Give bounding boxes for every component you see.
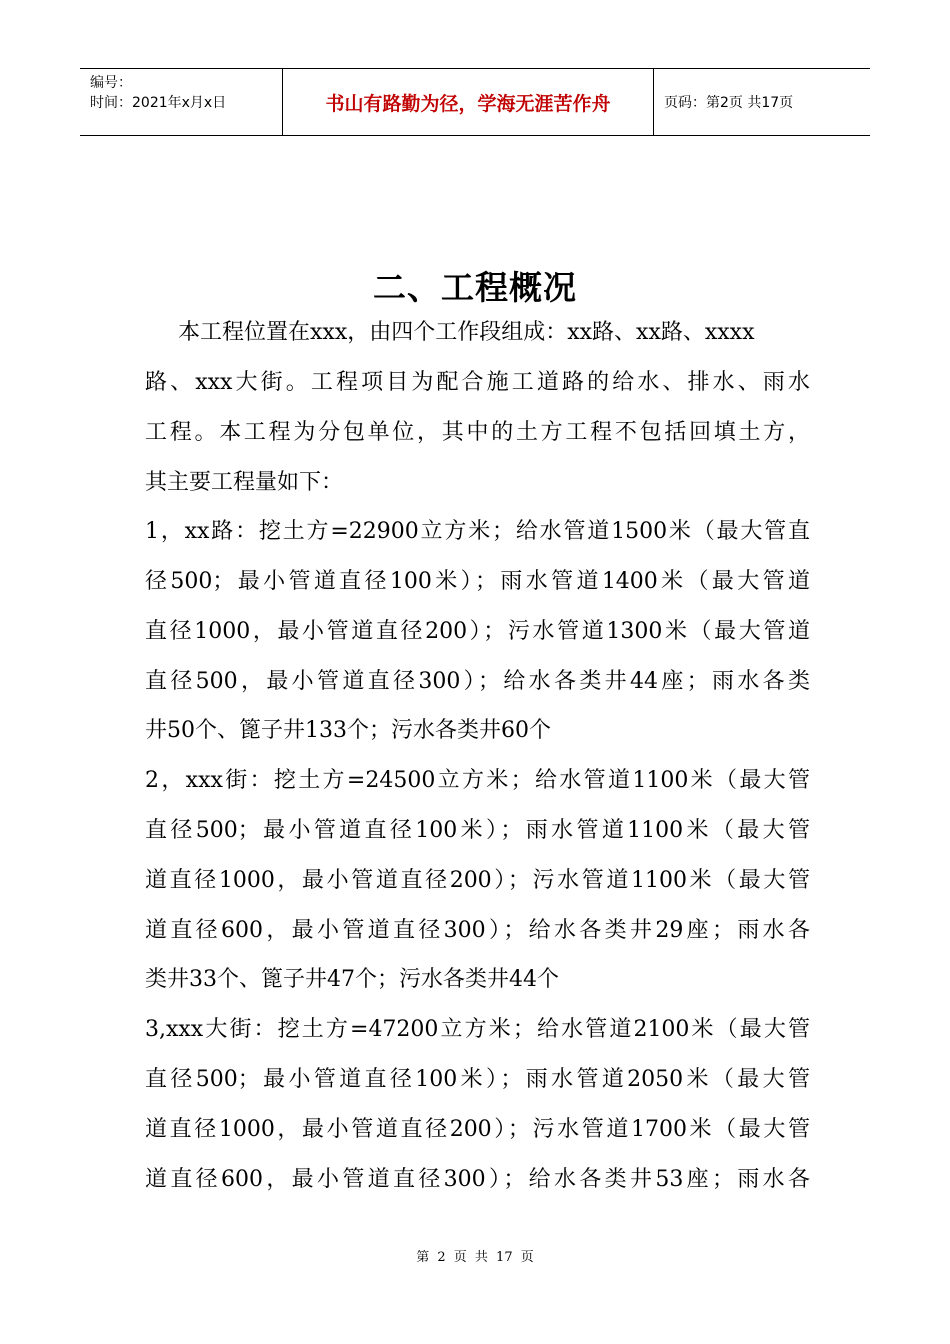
body-line: 3,xxx大街：挖土方=47200立方米；给水管道2100米（最大管	[145, 1017, 810, 1042]
body-line: 井50个、篦子井133个；污水各类井60个	[145, 718, 551, 743]
body-line: 本工程位置在xxx，由四个工作段组成：xx路、xx路、xxxx	[178, 320, 755, 345]
body-line: 1，xx路：挖土方=22900立方米；给水管道1500米（最大管直	[145, 519, 810, 544]
page-footer: 第 2 页 共 17 页	[416, 1250, 534, 1265]
body-line: 道直径1000，最小管道直径200）；污水管道1700米（最大管	[145, 1117, 810, 1142]
body-line: 道直径600，最小管道直径300）；给水各类井29座；雨水各	[145, 918, 810, 943]
body-line: 直径500，最小管道直径300）；给水各类井44座；雨水各类	[145, 669, 810, 694]
header-motto: 书山有路勤为径，学海无涯苦作舟	[282, 69, 654, 135]
header-left-cell	[80, 69, 282, 135]
body-line: 路、xxx大街。工程项目为配合施工道路的给水、排水、雨水	[145, 370, 810, 395]
body-line: 类井33个、篦子井47个；污水各类井44个	[145, 967, 559, 992]
body-line: 径500；最小管道直径100米）；雨水管道1400米（最大管道	[145, 569, 810, 594]
body-line: 工程。本工程为分包单位，其中的土方工程不包括回填土方，	[145, 420, 810, 445]
document-number-label: 编号：	[90, 75, 132, 91]
header-page-info: 页码：第2页 共17页	[664, 95, 794, 111]
body-line: 2，xxx街：挖土方=24500立方米；给水管道1100米（最大管	[145, 768, 810, 793]
document-time-label: 时间：2021年x月x日	[90, 95, 227, 111]
body-line: 直径500；最小管道直径100米）；雨水管道1100米（最大管	[145, 818, 810, 843]
body-line: 道直径1000，最小管道直径200）；污水管道1100米（最大管	[145, 868, 810, 893]
body-line: 其主要工程量如下：	[145, 470, 344, 495]
body-line: 道直径600，最小管道直径300）；给水各类井53座；雨水各	[145, 1167, 810, 1192]
header-table	[80, 68, 870, 136]
body-line: 直径1000，最小管道直径200）；污水管道1300米（最大管道	[145, 619, 810, 644]
section-title: 二、工程概况	[373, 268, 577, 307]
body-line: 直径500；最小管道直径100米）；雨水管道2050米（最大管	[145, 1067, 810, 1092]
